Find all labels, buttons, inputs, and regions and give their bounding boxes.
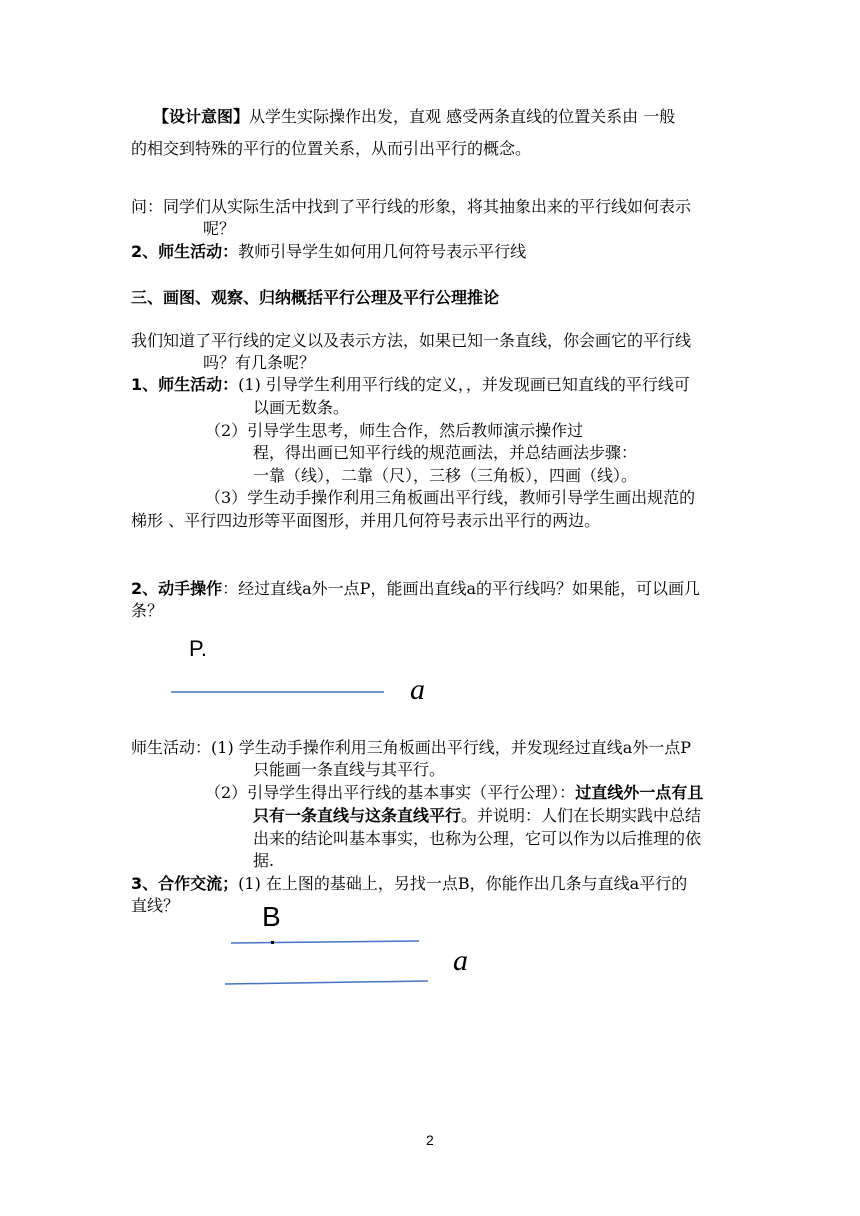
activity-b-p1-line-1: (1) 学生动手操作利用三角板画出平行线，并发现经过直线a外一点P bbox=[211, 738, 692, 757]
line-a-label-1: a bbox=[410, 673, 425, 706]
activity-b-p2-line-4: 据. bbox=[253, 851, 275, 870]
activity-2-text: 教师引导学生如何用几何符号表示平行线 bbox=[238, 242, 527, 261]
question-1-line-2: 呢？ bbox=[203, 219, 236, 238]
question-1-line-1: 问：同学们从实际生活中找到了平行线的形象，将其抽象出来的平行线如何表示 bbox=[131, 197, 692, 216]
question-2-line-2: 吗？有几条呢？ bbox=[203, 353, 316, 372]
handson-text: ：经过直线a外一点P，能画出直线a的平行线吗？如果能，可以画几 bbox=[222, 579, 700, 598]
point-b-dot bbox=[271, 941, 274, 944]
section-3-title: 三、画图、观察、归纳概括平行公理及平行公理推论 bbox=[131, 288, 500, 307]
activity-1-p3-line-1: （3）学生动手操作利用三角板画出平行线，教师引导学生画出规范的 bbox=[205, 488, 696, 507]
point-p-label: P. bbox=[189, 636, 207, 661]
activity-1-p3-line-2: 梯形 、平行四边形等平面图形，并用几何符号表示出平行的两边。 bbox=[131, 511, 601, 530]
page-number: 2 bbox=[426, 1132, 434, 1148]
question-2-line-1: 我们知道了平行线的定义以及表示方法，如果已知一条直线，你会画它的平行线 bbox=[131, 331, 692, 350]
activity-1-p1-line-2: 以画无数条。 bbox=[253, 398, 350, 417]
activity-2-label: 2、师生活动： bbox=[131, 242, 239, 261]
activity-b-p1-line-2: 只能画一条直线与其平行。 bbox=[253, 760, 446, 779]
parallel-axiom-part-2: 只有一条直线与这条直线平行 bbox=[253, 806, 462, 825]
activity-1-p2-line-1: （2）引导学生思考，师生合作，然后教师演示操作过 bbox=[205, 421, 584, 440]
activity-1-p2-line-3: 一靠（线），二靠（尺），三移（三角板），四画（线）。 bbox=[253, 466, 638, 485]
line-a-figure-2 bbox=[225, 981, 428, 984]
cooperate-text: (1) 在上图的基础上，另找一点B，你能作出几条与直线a平行的 bbox=[238, 874, 688, 893]
activity-b-p2-text: （2）引导学生得出平行线的基本事实（平行公理）： bbox=[205, 783, 576, 802]
activity-1-p1-line-1: (1) 引导学生利用平行线的定义，，并发现画已知直线的平行线可 bbox=[238, 375, 690, 394]
activity-b-p2-line-3: 出来的结论叫基本事实，也称为公理，它可以作为以后推理的依 bbox=[253, 829, 702, 848]
handson-text-cont: 条？ bbox=[131, 601, 164, 620]
point-b-label: B bbox=[262, 901, 281, 932]
activity-b-p2-explain: 。并说明：人们在长期实践中总结 bbox=[461, 806, 702, 825]
handson-label: 2、动手操作 bbox=[131, 579, 223, 598]
design-intent-text-cont: 的相交到特殊的平行的位置关系，从而引出平行的概念。 bbox=[131, 139, 532, 158]
design-intent-text: 从学生实际操作出发，直观 感受两条直线的位置关系由 一般 bbox=[249, 107, 676, 126]
activity-1-p2-line-2: 程，得出画已知平行线的规范画法，并总结画法步骤： bbox=[253, 443, 638, 462]
line-through-b bbox=[231, 941, 419, 943]
design-intent-label: 【设计意图】 bbox=[153, 107, 250, 126]
line-a-label-2: a bbox=[453, 944, 468, 977]
cooperate-text-cont: 直线？ bbox=[131, 896, 180, 915]
parallel-axiom-part-1: 过直线外一点有且 bbox=[575, 783, 704, 802]
activity-b-label: 师生活动： bbox=[131, 738, 212, 757]
cooperate-label: 3、合作交流； bbox=[131, 874, 239, 893]
activity-1-label: 1、师生活动： bbox=[131, 375, 239, 394]
